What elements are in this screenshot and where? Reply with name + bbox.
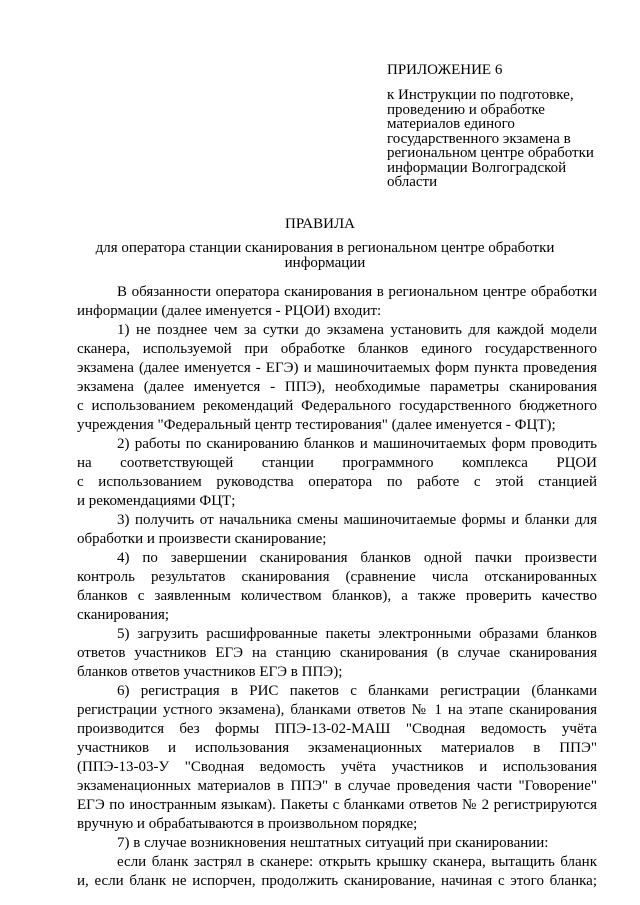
body-line: вручную и обрабатываются в произвольном порядке; xyxy=(77,816,418,832)
body-line: и рекомендациями ФЦТ; xyxy=(77,493,236,509)
body-line: обработки и произвести сканирование; xyxy=(77,531,327,547)
body-line: 3) получить от начальника смены машиночитаемые формы и бланки для xyxy=(117,512,597,528)
appendix-ref-line: области xyxy=(387,174,438,190)
body-line: участников и использования экзаменационных материалов в ППЭ" xyxy=(77,740,597,756)
body-line: экзамена (далее именуется - ЕГЭ) и машиночитаемых форм пункта проведения xyxy=(77,360,597,376)
body-line: экзаменационных материалов в ППЭ" в случае проведения части "Говорение" xyxy=(77,778,597,794)
appendix-ref-line: проведению и обработке xyxy=(387,101,545,118)
body-line: информации (далее именуется - РЦОИ) входит: xyxy=(77,303,382,319)
body-line: производится без формы ППЭ-13-02-МАШ "Сводная ведомость учёта xyxy=(77,721,597,737)
body-line: с использованием рекомендаций Федерального государственного бюджетного xyxy=(77,398,597,414)
body-line: ЕГЭ по иностранным языкам). Пакеты с бланками ответов № 2 регистрируются xyxy=(77,797,597,813)
body-line: В обязанности оператора сканирования в региональном центре обработки xyxy=(117,284,597,300)
body-line: (ППЭ-13-03-У "Сводная ведомость учёта участников и использования xyxy=(77,759,597,775)
body-line: с использованием руководства оператора по работе с этой станцией xyxy=(77,474,597,490)
document-title: ПРАВИЛА xyxy=(285,216,355,232)
appendix-ref-line: информации Волгоградской xyxy=(387,159,567,176)
body-line: и, если бланк не испорчен, продолжить сканирование, начиная с этого бланка; xyxy=(77,873,597,889)
body-line: учреждения "Федеральный центр тестирования" (далее именуется - ФЦТ); xyxy=(77,417,556,433)
appendix-ref-line: к Инструкции по подготовке, xyxy=(387,87,574,103)
document-body xyxy=(77,283,597,891)
body-line: 4) по завершении сканирования бланков одной пачки произвести xyxy=(117,550,597,566)
appendix-reference xyxy=(387,88,612,190)
body-line: бланков ответов участников ЕГЭ в ППЭ); xyxy=(77,664,343,680)
body-line: бланков с заявленным количеством бланков), а также проверить качество xyxy=(77,588,597,604)
appendix-ref-line: материалов единого xyxy=(387,116,515,132)
appendix-number: ПРИЛОЖЕНИЕ 6 xyxy=(387,62,503,78)
body-line: сканирования; xyxy=(77,607,170,623)
body-line: экзамена (далее именуется - ППЭ), необходимые параметры сканирования xyxy=(77,379,597,395)
body-line: если бланк застрял в сканере: открыть крышку сканера, вытащить бланк xyxy=(117,854,597,870)
body-line: ответов участников ЕГЭ на станцию сканирования (в случае сканирования xyxy=(77,645,597,661)
body-line: 5) загрузить расшифрованные пакеты электронными образами бланков xyxy=(117,626,597,642)
body-line: на соответствующей станции программного комплекса РЦОИ xyxy=(77,455,597,471)
appendix-ref-line: государственного экзамена в xyxy=(387,130,571,147)
body-line: контроль результатов сканирования (сравнение числа отсканированных xyxy=(77,569,597,585)
document-subtitle: для оператора станции сканирования в региональном центре обработки информации xyxy=(95,240,555,271)
body-line: сканера, используемой при обработке бланков единого государственного xyxy=(77,341,597,357)
body-line: 1) не позднее чем за сутки до экзамена установить для каждой модели xyxy=(117,322,597,338)
body-line: 7) в случае возникновения нештатных ситуаций при сканировании: xyxy=(117,835,549,851)
appendix-ref-line: региональном центре обработки xyxy=(387,145,594,161)
body-line: 2) работы по сканированию бланков и машиночитаемых форм проводить xyxy=(117,436,597,452)
body-line: 6) регистрация в РИС пакетов с бланками регистрации (бланками xyxy=(117,683,597,699)
body-line: регистрации устного экзамена), бланками ответов № 1 на этапе сканирования xyxy=(77,702,597,718)
